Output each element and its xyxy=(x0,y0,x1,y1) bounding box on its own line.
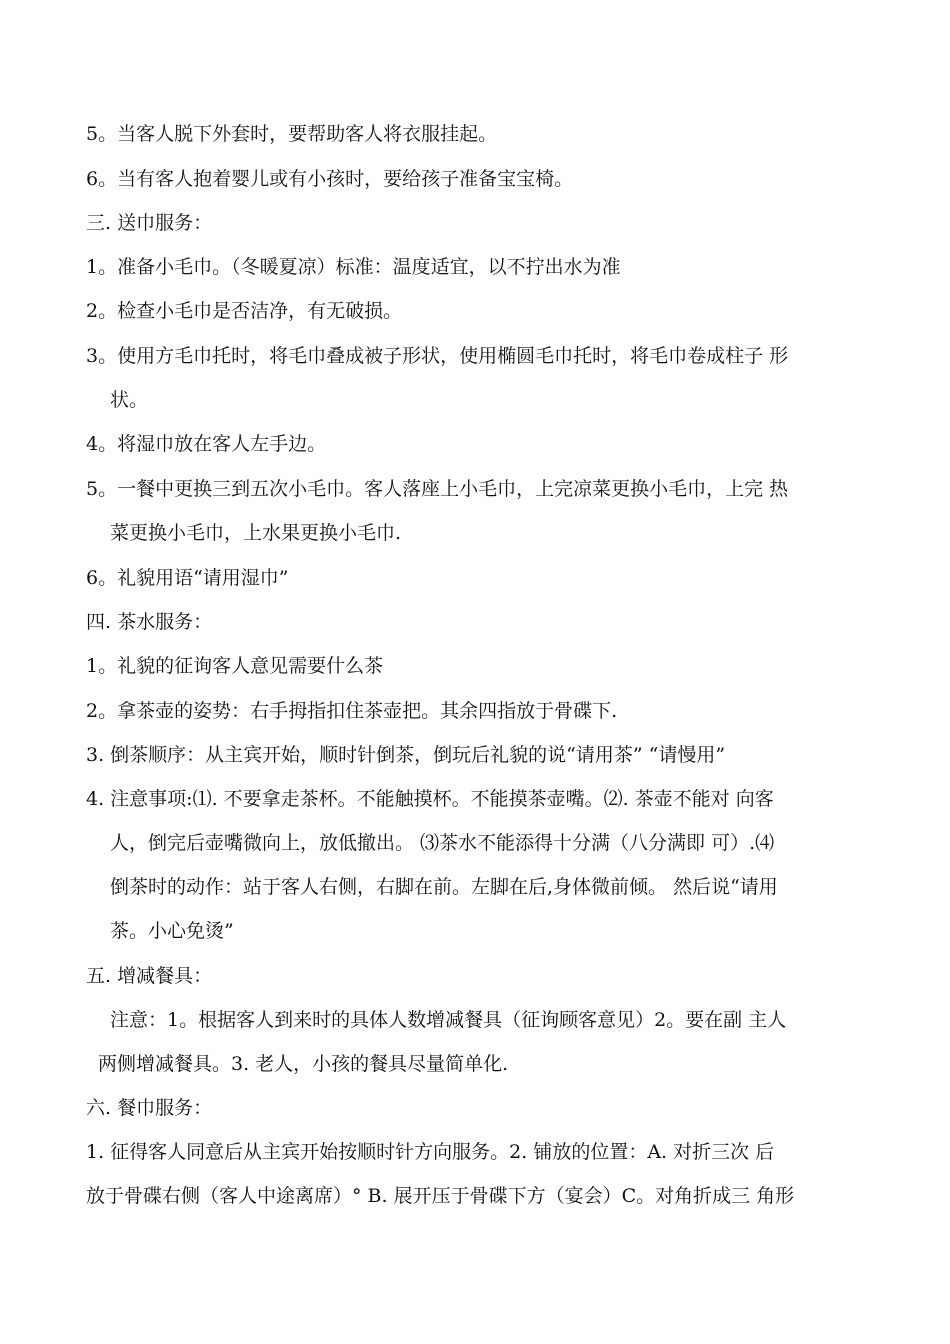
text-line-18: 倒茶时的动作：站于客人右侧，右脚在前。左脚在后,身体微前倾。 然后说“请用 xyxy=(110,876,778,898)
text-line-11: 6。礼貌用语“请用湿巾” xyxy=(86,567,289,589)
text-line-24: 1. 征得客人同意后从主宾开始按顺时针方向服务。2. 铺放的位置：A. 对折三次 后 xyxy=(86,1141,775,1163)
text-line-4: 1。准备小毛巾。（冬暖夏凉）标准：温度适宜，以不拧出水为准 xyxy=(86,256,621,278)
section-heading-4: 四. 茶水服务： xyxy=(86,611,213,633)
text-line-16: 4. 注意事项:⑴. 不要拿走茶杯。不能触摸杯。不能摸茶壶嘴。⑵. 茶壶不能对 向客 xyxy=(86,788,774,810)
text-line-14: 2。拿茶壶的姿势：右手拇指扣住茶壶把。其余四指放于骨碟下. xyxy=(86,700,618,722)
text-line-1: 5。当客人脱下外套时，要帮助客人将衣服挂起。 xyxy=(86,123,498,145)
text-line-13: 1。礼貌的征询客人意见需要什么茶 xyxy=(86,655,384,677)
text-line-21: 注意：1。根据客人到来时的具体人数增减餐具（征询顾客意见）2。要在副 主人 xyxy=(110,1009,787,1031)
text-line-5: 2。检查小毛巾是否洁净，有无破损。 xyxy=(86,300,403,322)
text-line-8: 4。将湿巾放在客人左手边。 xyxy=(86,433,327,455)
text-line-7: 状。 xyxy=(110,389,149,411)
section-heading-6: 六. 餐巾服务： xyxy=(86,1097,213,1119)
section-heading-3: 三. 送巾服务： xyxy=(86,212,213,234)
text-line-9: 5。一餐中更换三到五次小毛巾。客人落座上小毛巾，上完凉菜更换小毛巾，上完 热 xyxy=(86,478,789,500)
text-line-6: 3。使用方毛巾托时，将毛巾叠成被子形状，使用椭圆毛巾托时，将毛巾卷成柱子 形 xyxy=(86,345,789,367)
text-line-25: 放于骨碟右侧（客人中途离席）° B. 展开压于骨碟下方（宴会）C。对角折成三 角形 xyxy=(86,1185,795,1207)
text-line-17: 人，倒完后壶嘴微向上，放低撤出。 ⑶茶水不能添得十分满（八分满即 可）.⑷ xyxy=(110,832,775,854)
section-heading-5: 五. 增减餐具： xyxy=(86,965,213,987)
text-line-15: 3. 倒茶顺序：从主宾开始，顺时针倒茶，倒玩后礼貌的说“请用茶” “请慢用” xyxy=(86,744,726,766)
text-line-19: 茶。小心免烫” xyxy=(110,920,234,942)
text-line-10: 菜更换小毛巾，上水果更换小毛巾. xyxy=(110,522,402,544)
text-line-2: 6。当有客人抱着婴儿或有小孩时，要给孩子准备宝宝椅。 xyxy=(86,168,574,190)
text-line-22: 两侧增减餐具。3. 老人，小孩的餐具尽量简单化. xyxy=(98,1053,509,1075)
